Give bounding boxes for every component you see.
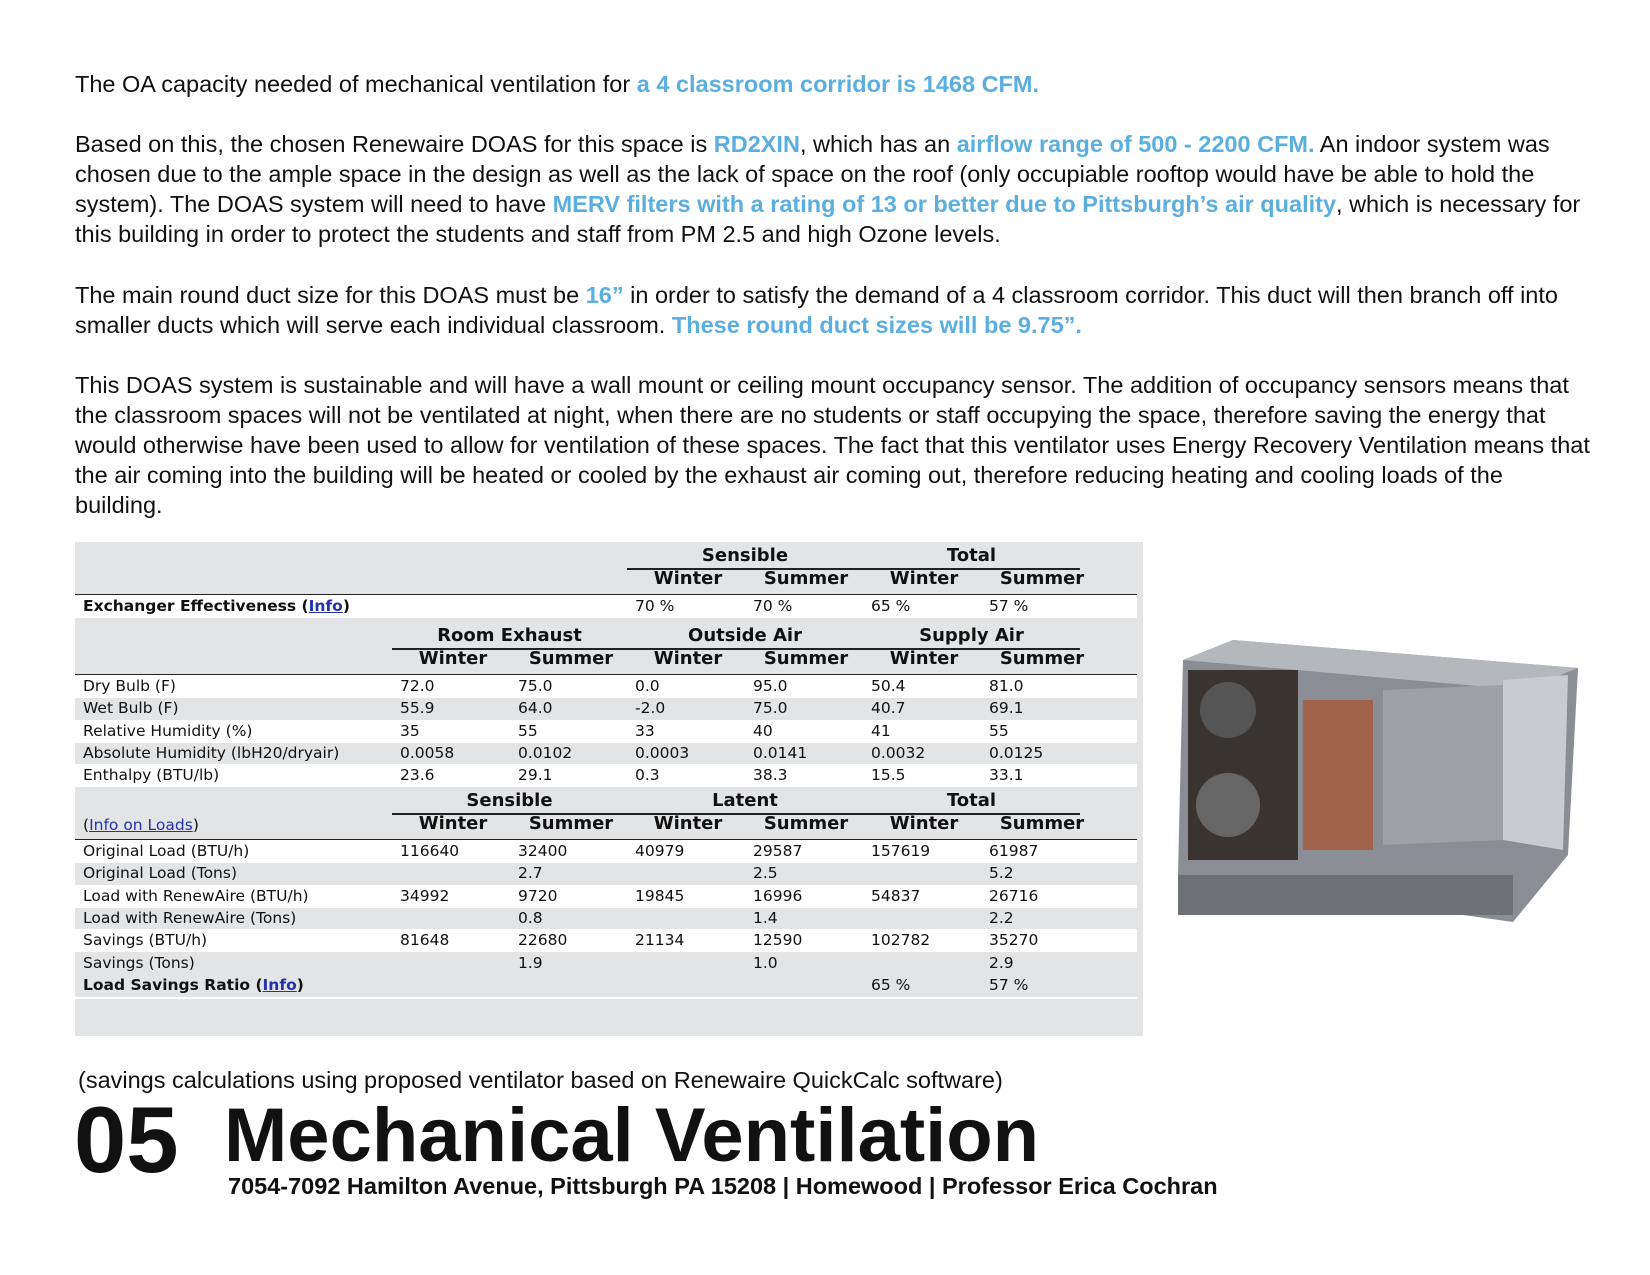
table-row [75, 595, 1137, 618]
cell-value: 55.9 [400, 699, 435, 718]
cell-value: 102782 [871, 931, 931, 950]
cell-value: 54837 [871, 886, 921, 905]
row-label: Load Savings Ratio (Info) [83, 976, 304, 994]
row-label-text: Load with RenewAire (BTU/h) [83, 886, 309, 905]
season-header: Summer [763, 568, 849, 589]
project-subtitle: 7054-7092 Hamilton Avenue, Pittsburgh PA 15208 | Homewood | Professor Erica Cochran [228, 1173, 1218, 1199]
column-group-header: Total [863, 544, 1080, 570]
cell-value: 0.0125 [989, 743, 1044, 762]
cell-value: 75.0 [518, 677, 553, 695]
cell-value: 1.0 [753, 953, 778, 972]
column-group-header: Sensible [392, 789, 627, 815]
row-label-text: Exchanger Effectiveness [83, 597, 297, 615]
row-label-text: Load with RenewAire (Tons) [83, 908, 297, 927]
cell-value: 81.0 [989, 677, 1024, 695]
cell-value: 40.7 [871, 699, 906, 718]
cell-value: 29587 [753, 842, 803, 860]
cell-value: 40 [753, 721, 773, 740]
cell-value: 72.0 [400, 677, 435, 695]
cell-value: 0.0003 [635, 743, 690, 762]
row-label [83, 929, 207, 952]
row-label [83, 840, 249, 863]
cell-value: 2.2 [989, 908, 1014, 927]
row-label [83, 742, 339, 765]
row-label: Exchanger Effectiveness (Info) [83, 597, 350, 615]
row-label [83, 675, 176, 698]
info-link[interactable]: Info [308, 597, 343, 615]
season-header: Summer [528, 813, 614, 834]
cell-value: 65 % [871, 976, 911, 994]
table-row [75, 929, 1137, 952]
row-label-text: Original Load (BTU/h) [83, 842, 250, 860]
row-label [83, 885, 309, 908]
row-label [83, 720, 252, 743]
cell-value: 50.4 [871, 677, 906, 695]
paragraph-duct-size: The main round duct size for this DOAS must be 16” in order to satisfy the demand of a 4 classroom corridor. This duct will then branch off into smaller ducts which will serve each individual classroom. These round duct sizes will be 9.75”. [75, 282, 1558, 338]
cell-value: 0.3 [635, 766, 660, 785]
cell-value: 0.0141 [753, 743, 808, 762]
season-header: Winter [653, 813, 723, 834]
cell-value: 116640 [400, 842, 460, 860]
season-header: Winter [889, 648, 959, 669]
row-label [83, 862, 237, 885]
season-header: Winter [653, 648, 723, 669]
column-group-header: Supply Air [863, 624, 1080, 650]
cell-value: 2.7 [518, 864, 543, 883]
season-header: Summer [999, 568, 1085, 589]
table-row [75, 697, 1137, 720]
row-label-text: Dry Bulb (F) [83, 677, 176, 695]
row-label-text: Relative Humidity (%) [83, 721, 253, 740]
table-row [75, 862, 1137, 885]
cell-value: 1.4 [753, 908, 778, 927]
table-row [75, 742, 1137, 765]
cell-value: 29.1 [518, 766, 553, 785]
cell-value: 95.0 [753, 677, 788, 695]
season-header: Winter [418, 648, 488, 669]
info-link[interactable]: Info [262, 976, 297, 994]
season-header: Winter [889, 568, 959, 589]
row-label-text: Savings (Tons) [83, 953, 195, 972]
cell-value: 0.8 [518, 908, 543, 927]
cell-value: 5.2 [989, 864, 1014, 883]
cell-value: 23.6 [400, 766, 435, 785]
season-header: Summer [763, 813, 849, 834]
cell-value: 61987 [989, 842, 1039, 860]
cell-value: 26716 [989, 886, 1039, 905]
cell-value: 38.3 [753, 766, 788, 785]
cell-value: 9720 [518, 886, 558, 905]
cell-value: 32400 [518, 842, 568, 860]
row-label-text: Enthalpy (BTU/lb) [83, 766, 220, 785]
row-label-text: Original Load (Tons) [83, 864, 238, 883]
cell-value: 22680 [518, 931, 568, 950]
row-label [83, 697, 179, 720]
table-row [75, 974, 1137, 997]
cell-value: 33.1 [989, 766, 1024, 785]
cell-value: 0.0058 [400, 743, 455, 762]
table-row [75, 720, 1137, 743]
doas-unit-photo [1173, 640, 1578, 922]
table-row [75, 675, 1137, 698]
row-label-text: Absolute Humidity (lbH20/dryair) [83, 743, 340, 762]
cell-value: 81648 [400, 931, 450, 950]
cell-value: 0.0032 [871, 743, 926, 762]
row-label [83, 764, 219, 787]
cell-value: 33 [635, 721, 655, 740]
season-header: Summer [528, 648, 614, 669]
cell-value: 57 % [989, 976, 1029, 994]
page-title: Mechanical Ventilation [224, 1093, 1040, 1178]
info-on-loads-link[interactable]: Info on Loads [89, 816, 193, 834]
cell-value: 70 % [753, 597, 793, 615]
cell-value: 35 [400, 721, 420, 740]
column-group-header: Sensible [627, 544, 863, 570]
row-label-text: Wet Bulb (F) [83, 699, 179, 718]
cell-value: 34992 [400, 886, 450, 905]
season-header: Summer [763, 648, 849, 669]
cell-value: 157619 [871, 842, 931, 860]
cell-value: -2.0 [635, 699, 666, 718]
cell-value: 0.0102 [518, 743, 573, 762]
cell-value: 21134 [635, 931, 685, 950]
table-row [75, 764, 1137, 787]
footer-rule [75, 997, 1137, 999]
cell-value: 16996 [753, 886, 803, 905]
info-on-loads: (Info on Loads) [83, 816, 199, 834]
cell-value: 75.0 [753, 699, 788, 718]
cell-value: 2.9 [989, 953, 1014, 972]
cell-value: 35270 [989, 931, 1039, 950]
season-header: Summer [999, 648, 1085, 669]
section-number: 05 [74, 1087, 179, 1192]
column-group-header: Latent [627, 789, 863, 815]
paragraph-oa-capacity: The OA capacity needed of mechanical ventilation for a 4 classroom corridor is 1468 CFM. [75, 71, 1039, 97]
cell-value: 40979 [635, 842, 685, 860]
cell-value: 12590 [753, 931, 803, 950]
table-row [75, 907, 1137, 930]
paragraph-sustainability: This DOAS system is sustainable and will have a wall mount or ceiling mount occupancy sensor. The addition of occupancy sensors means that the classroom spaces will not be ventilated at night, when there are no students or staff occupying the space, therefore saving the energy that would otherwise have been used to allow for ventilation of these spaces. The fact that this ventilator uses Energy Recovery Ventilation means that the air coming into the building will be heated or cooled by the exhaust air coming out, therefore reducing heating and cooling loads of the building. [75, 372, 1590, 518]
column-group-header: Outside Air [627, 624, 863, 650]
paragraph-doas-choice: Based on this, the chosen Renewaire DOAS for this space is RD2XIN, which has an airflow range of 500 - 2200 CFM. An indoor system was chosen due to the ample space in the design as well as the lack of space on the roof (only occupiable rooftop would have be able to hold the system). The DOAS system will need to have MERV filters with a rating of 13 or better due to Pittsburgh’s air quality, which is necessary for this building in order to protect the students and staff from PM 2.5 and high Ozone levels. [75, 131, 1581, 247]
season-header: Winter [889, 813, 959, 834]
cell-value: 55 [989, 721, 1009, 740]
cell-value: 41 [871, 721, 891, 740]
cell-value: 55 [518, 721, 538, 740]
season-header: Winter [653, 568, 723, 589]
table-row [75, 840, 1137, 863]
table-row [75, 952, 1137, 975]
row-label [83, 907, 296, 930]
cell-value: 64.0 [518, 699, 553, 718]
season-header: Summer [999, 813, 1085, 834]
quickcalc-table [75, 542, 1143, 1036]
column-group-header: Total [863, 789, 1080, 815]
column-group-header: Room Exhaust [392, 624, 627, 650]
cell-value: 69.1 [989, 699, 1024, 718]
cell-value: 57 % [989, 597, 1029, 615]
row-label-text: Savings (BTU/h) [83, 931, 208, 950]
cell-value: 65 % [871, 597, 911, 615]
table-row [75, 885, 1137, 908]
cell-value: 0.0 [635, 677, 660, 695]
row-label [83, 952, 195, 975]
cell-value: 1.9 [518, 953, 543, 972]
cell-value: 2.5 [753, 864, 778, 883]
row-label-text: Load Savings Ratio [83, 976, 251, 994]
season-header: Winter [418, 813, 488, 834]
cell-value: 15.5 [871, 766, 906, 785]
cell-value: 70 % [635, 597, 675, 615]
cell-value: 19845 [635, 886, 685, 905]
caption: (savings calculations using proposed ventilator based on Renewaire QuickCalc software) [78, 1067, 1003, 1093]
